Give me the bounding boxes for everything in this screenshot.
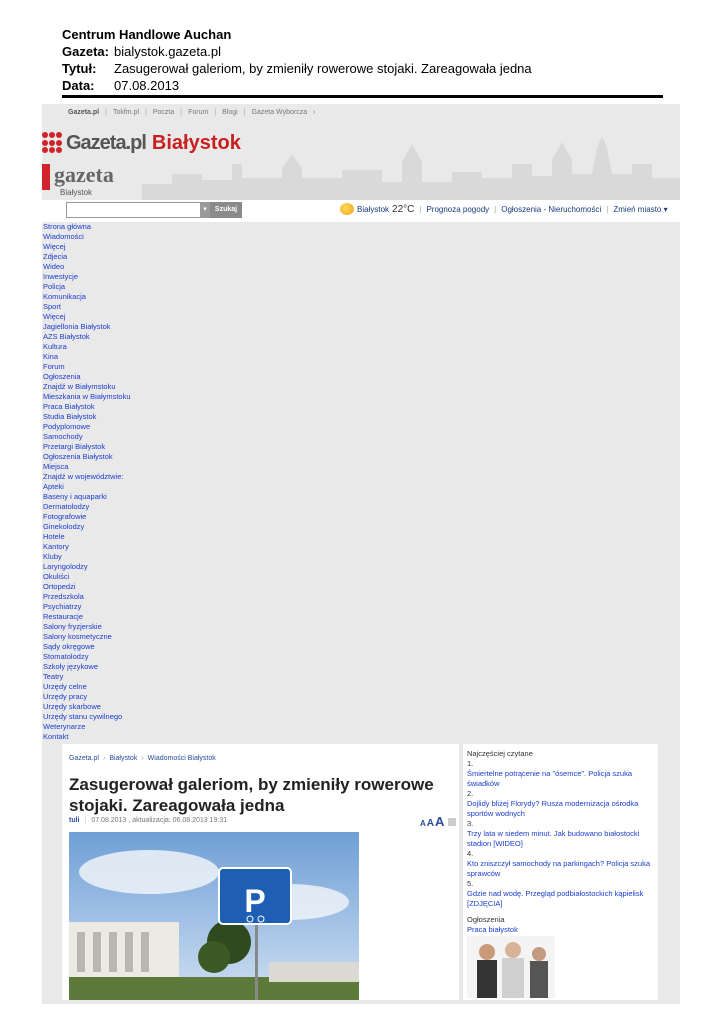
sidebar-item-salony-kosmetyczne[interactable]: Salony kosmetyczne bbox=[43, 632, 112, 641]
sidebar-item-sady-okregowe[interactable]: Sądy okręgowe bbox=[43, 642, 95, 651]
logo-city: Białystok bbox=[151, 131, 241, 154]
topnav-gazeta[interactable]: Gazeta.pl bbox=[68, 108, 100, 116]
gazeta-logo[interactable] bbox=[42, 128, 241, 158]
sidebar-item-teatry[interactable]: Teatry bbox=[43, 672, 64, 681]
most-read-number: 2. bbox=[467, 789, 474, 798]
topnav-blogi[interactable]: Blogi bbox=[222, 108, 238, 116]
ads-link-praca[interactable]: Praca białystok bbox=[467, 925, 518, 934]
sidebar-item-restauracje[interactable]: Restauracje bbox=[43, 612, 84, 621]
article-meta: tuli | 07.08.2013 , aktualizacja: 06.08.2013 19:31 bbox=[69, 817, 228, 824]
most-read-number: 4. bbox=[467, 849, 474, 858]
most-read-link[interactable]: Trzy lata w siedem minut. Jak budowano białostocki stadion [WIDEO] bbox=[467, 829, 640, 848]
sidebar-item-baseny-i-aquaparki[interactable]: Baseny i aquaparki bbox=[43, 492, 107, 501]
topnav-wyborcza[interactable]: Gazeta Wyborcza bbox=[251, 108, 308, 116]
article-panel bbox=[62, 744, 459, 1000]
logo-gazeta-city: Białystok bbox=[60, 188, 93, 197]
gazeta-local-logo[interactable] bbox=[42, 162, 112, 198]
sidebar-item-dermatolodzy[interactable]: Dermatolodzy bbox=[43, 502, 90, 511]
sidebar-item-azs-bialystok[interactable]: AZS Białystok bbox=[43, 332, 90, 341]
search-input[interactable] bbox=[66, 202, 203, 218]
top-nav: Gazeta.pl | Tokfm.pl | Poczta | Forum | Blogi | Gazeta Wyborcza › bbox=[68, 108, 316, 116]
sidebar-item-komunikacja[interactable]: Komunikacja bbox=[43, 292, 86, 301]
sidebar-item-salony-fryzjerskie[interactable]: Salony fryzjerskie bbox=[43, 622, 102, 631]
sidebar-item-wiecej[interactable]: Więcej bbox=[43, 242, 66, 251]
breadcrumb: Gazeta.pl › Białystok › Wiadomości Białystok bbox=[69, 755, 216, 762]
header-key: Gazeta: bbox=[62, 44, 109, 59]
crumb-news[interactable]: Wiadomości Białystok bbox=[147, 755, 216, 762]
sidebar-item-stomatolodzy[interactable]: Stomatolodzy bbox=[43, 652, 89, 661]
most-read-list bbox=[467, 749, 657, 935]
sidebar-item-policja[interactable]: Policja bbox=[43, 282, 66, 291]
sidebar-item-hotele[interactable]: Hotele bbox=[43, 532, 65, 541]
sun-icon bbox=[340, 203, 354, 215]
sidebar-item-jagiellonia-bialystok[interactable]: Jagiellonia Białystok bbox=[43, 322, 111, 331]
print-icon[interactable] bbox=[448, 818, 456, 826]
most-read-number: 5. bbox=[467, 879, 474, 888]
sidebar-item-znajdz-w-wojewodztwie: Znajdź w województwie: bbox=[43, 472, 124, 481]
sidebar-item-wiadomosci[interactable]: Wiadomości bbox=[43, 232, 84, 241]
article-author[interactable]: tuli bbox=[69, 817, 80, 824]
article-date: 07.08.2013 , aktualizacja: 06.08.2013 19:31 bbox=[91, 817, 228, 824]
sidebar-item-praca-bialystok[interactable]: Praca Białystok bbox=[43, 402, 95, 411]
sidebar-item-kluby[interactable]: Kluby bbox=[43, 552, 62, 561]
logo-gazeta-word: gazeta bbox=[54, 162, 114, 187]
sidebar-item-mieszkania-w-bialymstoku[interactable]: Mieszkania w Białymstoku bbox=[43, 392, 131, 401]
most-read-link[interactable]: Kto zniszczył samochody na parkingach? Policja szuka sprawców bbox=[467, 859, 651, 878]
header-row-title bbox=[62, 60, 532, 77]
weather-city: Białystok bbox=[357, 204, 390, 214]
sidebar-item-weterynarze[interactable]: Weterynarze bbox=[43, 722, 86, 731]
sidebar-item-szkoly-jezykowe[interactable]: Szkoły językowe bbox=[43, 662, 99, 671]
sidebar-item-znajdz-w-bialymstoku[interactable]: Znajdź w Białymstoku bbox=[43, 382, 116, 391]
sidebar-item-sport[interactable]: Sport bbox=[43, 302, 61, 311]
header-key: Data: bbox=[62, 78, 95, 93]
topnav-tokfm[interactable]: Tokfm.pl bbox=[112, 108, 140, 116]
header-value: 07.08.2013 bbox=[114, 78, 180, 93]
article-title: Zasugerował galeriom, by zmieniły rowerowe stojaki. Zareagowała jedna bbox=[69, 775, 434, 815]
logo-gazetapl: Gazeta.pl bbox=[66, 131, 146, 154]
sidebar-item-laryngolodzy[interactable]: Laryngolodzy bbox=[43, 562, 88, 571]
header-divider bbox=[62, 95, 663, 98]
sidebar-item-ogloszenia-bialystok[interactable]: Ogłoszenia Białystok bbox=[43, 452, 113, 461]
most-read-link[interactable]: Gdzie nad wodę. Przegląd podbiałostockich kąpielisk [ZDJĘCIA] bbox=[467, 889, 644, 908]
sidebar-item-okulisci[interactable]: Okuliści bbox=[43, 572, 70, 581]
most-read-link[interactable]: Śmiertelne potrącenie na "ósemce". Policja szuka świadków bbox=[467, 769, 632, 788]
sidebar-item-kontakt[interactable]: Kontakt bbox=[43, 732, 69, 741]
sidebar-item-wideo[interactable]: Wideo bbox=[43, 262, 65, 271]
sidebar-item-przetargi-bialystok[interactable]: Przetargi Białystok bbox=[43, 442, 106, 451]
logo-red-bar bbox=[42, 164, 50, 190]
sidebar-item-wiecej[interactable]: Więcej bbox=[43, 312, 66, 321]
sidebar-item-kantory[interactable]: Kantory bbox=[43, 542, 69, 551]
crumb-gazeta[interactable]: Gazeta.pl bbox=[69, 755, 99, 762]
header-row-date bbox=[62, 77, 532, 94]
sidebar-item-inwestycje[interactable]: Inwestycje bbox=[43, 272, 79, 281]
sidebar-item-samochody[interactable]: Samochody bbox=[43, 432, 83, 441]
most-read-heading: Najczęściej czytane bbox=[467, 749, 533, 758]
crumb-bialystok[interactable]: Białystok bbox=[109, 755, 138, 762]
most-read-panel bbox=[463, 744, 658, 1000]
font-small-button[interactable]: A bbox=[420, 819, 426, 828]
sidebar-item-urzedy-pracy[interactable]: Urzędy pracy bbox=[43, 692, 88, 701]
header-key: Tytuł: bbox=[62, 61, 97, 76]
sidebar-item-strona-glowna[interactable]: Strona główna bbox=[43, 222, 91, 231]
sidebar-item-studia-bialystok[interactable]: Studia Białystok bbox=[43, 412, 97, 421]
sidebar-item-urzedy-celne[interactable]: Urzędy celne bbox=[43, 682, 87, 691]
header-value: bialystok.gazeta.pl bbox=[114, 44, 221, 59]
sidebar-item-kultura[interactable]: Kultura bbox=[43, 342, 67, 351]
topnav-forum[interactable]: Forum bbox=[188, 108, 209, 116]
sidebar-item-podyplomowe[interactable]: Podyplomowe bbox=[43, 422, 91, 431]
header-value: Zasugerował galeriom, by zmieniły rowerowe stojaki. Zareagowała jedna bbox=[114, 61, 532, 76]
logo-dots-icon bbox=[42, 132, 64, 154]
sidebar-item-forum[interactable]: Forum bbox=[43, 362, 65, 371]
most-read-number: 1. bbox=[467, 759, 474, 768]
font-medium-button[interactable]: A bbox=[426, 818, 435, 829]
most-read-number: 3. bbox=[467, 819, 474, 828]
weather-temp: 22°C bbox=[392, 203, 415, 215]
forecast-link[interactable]: Prognoza pogody bbox=[426, 204, 490, 214]
sidebar-item-apteki[interactable]: Apteki bbox=[43, 482, 64, 491]
sidebar-menu bbox=[43, 222, 131, 742]
sidebar-item-ortopedzi[interactable]: Ortopedzi bbox=[43, 582, 76, 591]
header-title: Centrum Handlowe Auchan bbox=[62, 27, 232, 42]
sidebar-item-ogloszenia[interactable]: Ogłoszenia bbox=[43, 372, 81, 381]
sidebar-item-urzedy-stanu-cywilnego[interactable]: Urzędy stanu cywilnego bbox=[43, 712, 123, 721]
ads-heading: Ogłoszenia bbox=[467, 915, 505, 924]
topnav-poczta[interactable]: Poczta bbox=[152, 108, 175, 116]
real-estate-ads-link[interactable]: Ogłoszenia - Nieruchomości bbox=[501, 204, 602, 214]
weather-bar: Białystok 22°C | Prognoza pogody | Ogłoszenia - Nieruchomości | Zmień miasto ▾ bbox=[340, 203, 668, 215]
header-row-source bbox=[62, 43, 532, 60]
sidebar-item-miejsca[interactable]: Miejsca bbox=[43, 462, 69, 471]
topnav-more[interactable]: › bbox=[313, 108, 316, 116]
document-header bbox=[62, 26, 532, 94]
sidebar-item-psychiatrzy[interactable]: Psychiatrzy bbox=[43, 602, 82, 611]
search-button[interactable]: Szukaj bbox=[210, 202, 242, 218]
parking-sign-letter: P bbox=[244, 883, 266, 919]
sidebar-item-ginekolodzy[interactable]: Ginekolodzy bbox=[43, 522, 85, 531]
sidebar-item-fotografowie[interactable]: Fotografowie bbox=[43, 512, 87, 521]
sidebar-item-przedszkola[interactable]: Przedszkola bbox=[43, 592, 84, 601]
change-city-link[interactable]: Zmień miasto ▾ bbox=[613, 204, 668, 214]
sidebar-item-urzedy-skarbowe[interactable]: Urzędy skarbowe bbox=[43, 702, 101, 711]
search-dropdown-icon[interactable]: ▾ bbox=[200, 202, 210, 218]
ad-photo-people[interactable] bbox=[467, 936, 555, 998]
sidebar-item-kina[interactable]: Kina bbox=[43, 352, 59, 361]
search-bar bbox=[42, 200, 680, 222]
article-photo bbox=[69, 832, 359, 1000]
sidebar-item-zdjecia[interactable]: Zdjecia bbox=[43, 252, 68, 261]
most-read-link[interactable]: Dojlidy bliżej Florydy? Rusza modernizacja ośrodka sportów wodnych bbox=[467, 799, 639, 818]
font-large-button[interactable]: A bbox=[435, 814, 445, 829]
font-size-controls bbox=[420, 814, 456, 829]
